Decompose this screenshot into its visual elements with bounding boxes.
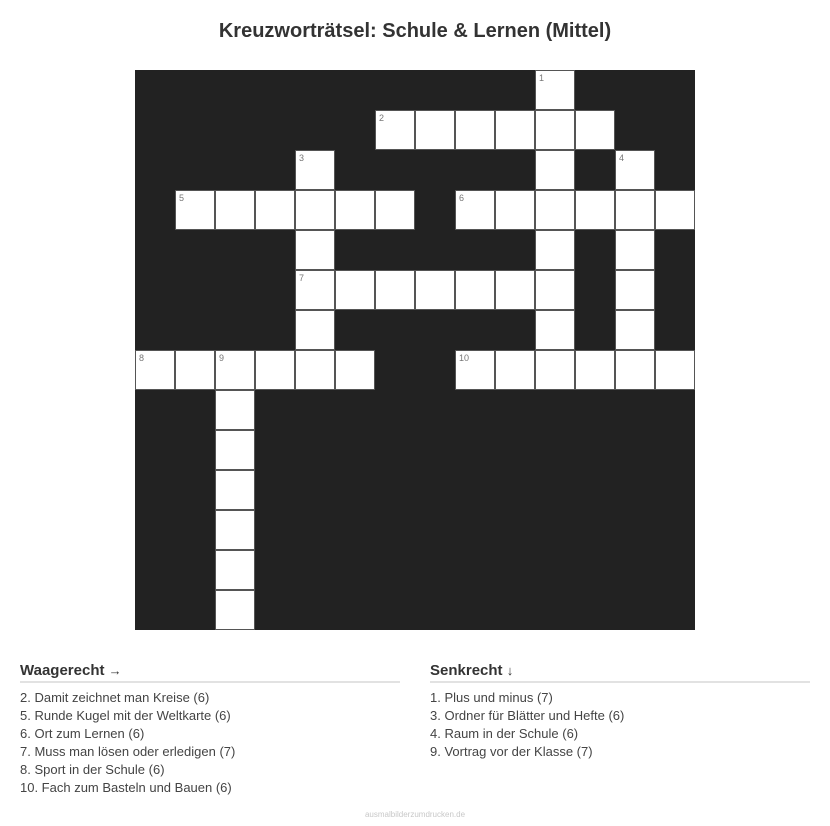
down-heading [430, 662, 810, 683]
clue-number: 9 [219, 353, 225, 363]
crossword-cell[interactable] [455, 110, 495, 150]
clue-number: 1 [539, 73, 545, 83]
crossword-cell[interactable] [335, 270, 375, 310]
crossword-cell[interactable] [495, 110, 535, 150]
across-clue-list [20, 689, 400, 797]
down-clues-section [430, 662, 810, 761]
crossword-cell[interactable] [215, 510, 255, 550]
crossword-cell[interactable] [335, 350, 375, 390]
crossword-cell[interactable] [175, 190, 215, 230]
crossword-cell[interactable] [455, 350, 495, 390]
crossword-cell[interactable] [615, 190, 655, 230]
crossword-cell[interactable] [655, 350, 695, 390]
crossword-cell[interactable] [215, 550, 255, 590]
crossword-cell[interactable] [135, 350, 175, 390]
crossword-cell[interactable] [215, 590, 255, 630]
crossword-cell[interactable] [655, 190, 695, 230]
clue-number: 2 [379, 113, 385, 123]
crossword-cell[interactable] [535, 230, 575, 270]
clue-number: 3 [299, 153, 305, 163]
across-heading [20, 662, 400, 683]
clue-number: 10 [459, 353, 470, 363]
clue-number: 5 [179, 193, 185, 203]
crossword-cell[interactable] [575, 350, 615, 390]
clue-number: 4 [619, 153, 625, 163]
crossword-cell[interactable] [535, 270, 575, 310]
crossword-cell[interactable] [455, 190, 495, 230]
crossword-cell[interactable] [175, 350, 215, 390]
page-title: Kreuzworträtsel: Schule & Lernen (Mittel) [218, 20, 612, 42]
crossword-cell[interactable] [375, 190, 415, 230]
clue-item: 2. Damit zeichnet man Kreise (6) [20, 690, 210, 705]
crossword-cell[interactable] [535, 150, 575, 190]
across-clues-section [20, 662, 400, 797]
crossword-cell[interactable] [255, 190, 295, 230]
across-heading-label: Waagerecht [20, 662, 105, 679]
crossword-cell[interactable] [375, 270, 415, 310]
crossword-cell[interactable] [535, 310, 575, 350]
crossword-cell[interactable] [455, 270, 495, 310]
clue-item: 7. Muss man lösen oder erledigen (7) [20, 744, 236, 759]
clue-item: 9. Vortrag vor der Klasse (7) [430, 744, 593, 759]
crossword-cell[interactable] [495, 270, 535, 310]
crossword-cell[interactable] [615, 350, 655, 390]
crossword-cell[interactable] [295, 270, 335, 310]
crossword-cell[interactable] [415, 110, 455, 150]
crossword-cell[interactable] [215, 350, 255, 390]
crossword-cell[interactable] [215, 430, 255, 470]
crossword-cell[interactable] [495, 190, 535, 230]
clue-item: 8. Sport in der Schule (6) [20, 762, 165, 777]
right-arrow-icon: → [108, 663, 122, 678]
down-clue-list [430, 689, 810, 761]
clue-item: 4. Raum in der Schule (6) [430, 726, 579, 741]
crossword-cell[interactable] [535, 110, 575, 150]
crossword-cell[interactable] [295, 230, 335, 270]
clue-item: 10. Fach zum Basteln und Bauen (6) [20, 780, 232, 795]
crossword-cell[interactable] [335, 190, 375, 230]
crossword-cell[interactable] [215, 390, 255, 430]
crossword-cell[interactable] [415, 270, 455, 310]
crossword-cell[interactable] [495, 350, 535, 390]
crossword-cell[interactable] [295, 310, 335, 350]
clue-item: 6. Ort zum Lernen (6) [20, 726, 145, 741]
crossword-cell[interactable] [535, 190, 575, 230]
clue-item: 5. Runde Kugel mit der Weltkarte (6) [20, 708, 231, 723]
crossword-cell[interactable] [535, 70, 575, 110]
clue-item: 3. Ordner für Blätter und Hefte (6) [430, 708, 625, 723]
crossword-cell[interactable] [615, 230, 655, 270]
crossword-cell[interactable] [295, 190, 335, 230]
crossword-cell[interactable] [375, 110, 415, 150]
crossword-cell[interactable] [615, 150, 655, 190]
crossword-grid [135, 70, 695, 630]
crossword-cell[interactable] [575, 190, 615, 230]
clue-number: 8 [139, 353, 145, 363]
crossword-cell[interactable] [575, 110, 615, 150]
footer-watermark: ausmalbilderzumdrucken.de [364, 810, 466, 819]
down-arrow-icon: ↓ [506, 663, 514, 678]
crossword-cell[interactable] [615, 310, 655, 350]
down-heading-label: Senkrecht [430, 662, 503, 679]
clue-number: 7 [299, 273, 305, 283]
crossword-cell[interactable] [615, 270, 655, 310]
crossword-cell[interactable] [295, 150, 335, 190]
crossword-cell[interactable] [255, 350, 295, 390]
crossword-cell[interactable] [215, 190, 255, 230]
crossword-cell[interactable] [215, 470, 255, 510]
clue-item: 1. Plus und minus (7) [430, 690, 553, 705]
crossword-cell[interactable] [535, 350, 575, 390]
crossword-cell[interactable] [295, 350, 335, 390]
clue-number: 6 [459, 193, 465, 203]
